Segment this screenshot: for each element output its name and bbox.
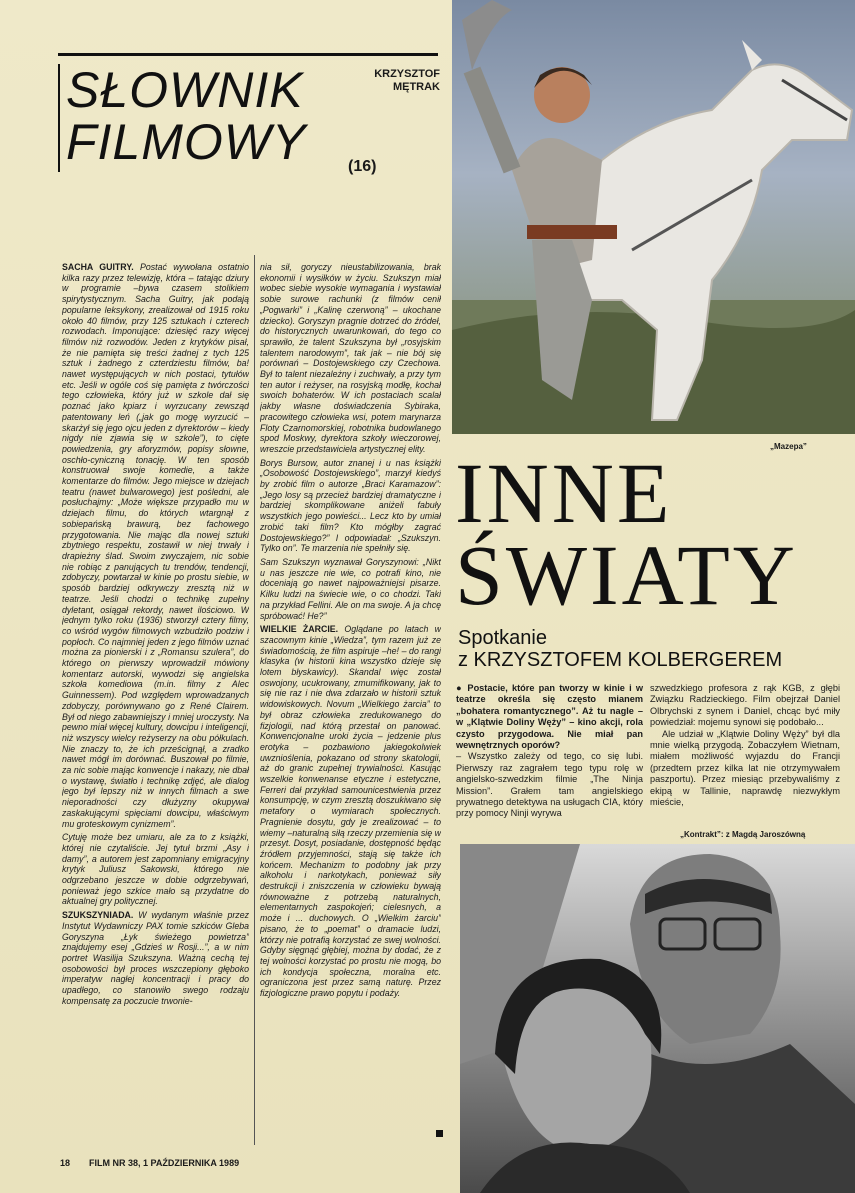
column-title bbox=[58, 64, 360, 172]
photo-caption: „Mazepa” bbox=[770, 442, 807, 451]
entry-text: Oglądane po latach w szacownym kinie „Wiedza”, tym razem już ze świadomością, że film aspiruje –he! – do rangi klasyka (w historii kina wszystko dzieje się lotem błyskawicy). Skandal więc został oswojony, ucukrowany, zmumifikowany, jak to się nie raz i nie dwa zdarzało w historii sztuk widowiskowych. Novum „Wielkiego żarcia” to był obraz człowieka zredukowanego do fizjologii, nad którą przestał on panować. Konwencjonalne uroki życia – jedzenie plus erotyka – pozbawiono jakiegokolwiek uwznioślenia, pokazano od strony skatologii, aż do granic zupełnej trywialności. Kasując wszelkie konwenanse etyczne i estetyczne, Ferreri dał przykład samounicestwienia przez konsumpcję, w czym zresztą doszukiwano się metafory o wymiarach społecznych. Pragnienie dosytu, gdy je zrealizować – to wiemy –naturalną siłą rzeczy przemienia się w przesyt. Dosyt, posiadanie, dostępność będąc źródłem przyjemności, stają się także ich końcem. Mechanizm to podobny jak przy alkoholu i narkotykach, ponieważ siły destrukcji i zniszczenia w człowieku bywają równoważne z potrzebą naturalnych, elementarnych zaspokojeń; cielesnych, a może i ... duchowych. O „Wielkim żarciu” pisano, że to „poemat” o dramacie ludzi, którzy nie potrafią korzystać ze swej wolności. Gdyby sięgnąć głębiej, można by dodać, że z tej wolności korzystać po prostu nie mogą, bo ich kondycja społeczna, moralna etc. ograniczona jest przez samą naturę. Przez fizjologiczne prawo popytu i podaży. bbox=[260, 624, 441, 999]
interview-answer-continued: szwedzkiego profesora z rąk KGB, z głębi Związku Radzieckiego. Film obejrzał Daniel Olbrychski z synem i Daniel, chcąc być miły powiedział: mojemu synowi się podobało... bbox=[650, 683, 840, 728]
interview-column-1 bbox=[456, 683, 643, 818]
entry-text: Postać wywołana ostatnio kilka razy przez telewizję, która – tatając dziury w programie –bywa czasem stolikiem spirytystycznym. Sacha Guitry, jak podają popularne leksykony, zrealizował od 1915 roku około 40 filmów, przy 125 sztukach i czterech rozwodach. Imponujące: dziesięć razy więcej filmów niż rozwodów. Jeden z krytyków pisał, że nie pamięta się treści żadnej z tych 125 sztuk i żadnego z czterdziestu filmów, ba! nawet występujących w nich postaci, tytułów etc. Jeśli w ogóle coś się pamięta z twórczości tego człowieka, który już w szkole dał się poznać jako kpiarz i wyrzucany zewsząd patentowany leń („jak go mogę wyrzucić – skarżył się jego ojcu jeden z dyrektorów – kiedy nigdy nie zjawia się w szkole”), to cięte powiedzenia, gry aforyzmów, popisy słowne, oschło-cyniczną tonację. W ten sposób konstruował swoje komedie, a także komentarze do filmów. Jego miejsce w dziejach teatru (nawet bulwarowego) jest pośledni, ale posłuchajmy: „Może większe przypadło mu w dziejach filmu, do których wtargnął z sobiepańską brawurą, bez fachowego przygotowania. Nie mając dla nowej sztuki zbytniego respektu, zostawił w niej trwały i drapieżny ślad. Swoim zwyczajem, nic sobie nie robiąc z panujących tu trendów, tendencji, zdobyczy, powtarzał w kinie po prostu siebie, w sposób bardziej odkrywczy zresztą niż w teatrze. Jeśli chodzi o technikę zupełny dyletant, osiągał rekordy, nawet ilościowo. W jednym tylko roku (1936) stworzył cztery filmy, co wśród wygów filmowych wzbudziło podziw i popłoch. Co najmniej jeden z jego filmów uznać można za pionierski i z „Romansu szulera”, do którego on pierwszy wprowadził mówiony komentarz autorski, wywodzi się angielska szkoła komediowa (m.in. filmy z Alec Guinnessem). Pod względem wprowadzanych zdobyczy, porównywano go z René Clairem. Był od niego zabawniejszy i mniej uroczysty. Na pewno miał więcej kultury, dowcipu i inteligencji, niż wszyscy wielcy reżyserzy na obu półkulach. Nie znaczy to, że ich prześcignął, a zradko nawet mógł im dorównać. Buszował po filmie, za nic sobie mając konwencje i nakazy, nie dbał o wystawę, światło i technikę zdjęć, ale dialog jego był lepszy niż w innych filmach a swe nieporadności czy dłużyzny okupywał zaskakującymi spięciami dowcipu, właściwym mu groteskowym cynizmem”. bbox=[62, 262, 249, 829]
mazepa-photo bbox=[452, 0, 855, 434]
issue-info: FILM NR 38, 1 PAŹDZIERNIKA 1989 bbox=[89, 1158, 240, 1168]
entry-wielkie-zarcie bbox=[260, 624, 441, 999]
article-column-2 bbox=[260, 262, 441, 1128]
photo-caption: „Kontrakt”: z Magdą Jaroszówną bbox=[680, 830, 806, 839]
interview-question: ● Postacie, które pan tworzy w kinie i w teatrze określa się często mianem „bohatera romantycznego”. Aż tu nagle – w „Klątwie Doliny Węży” – kino akcji, rola czysto przygodowa. Nie miał pan wewnętrznych oporów? bbox=[456, 683, 643, 751]
paragraph: nia sił, goryczy nieustabilizowania, brak ekonomii i wysiłków w życiu. Szukszyn miał wobec siebie wysokie wymagania i wystawiał sobie surowe rachunki (z filmów cenił „Pogwarki” i „Kalinę czerwoną” – ukochane dziecko). Goryszyn pragnie dotrzeć do źródeł, do historycznych uwarunkowań, do tego co sprawiło, że talent Szukszyna był „rosyjskim talentem narodowym”, tak jak – nie bój się porównań – Dostojewskiego czy Czechowa. Był to talent niezależny i zuchwały, a przy tym ten autor i reżyser, na rosyjską modłę, kochał swoich bohaterów. W ich postaciach scalał jakby własne doświadczenia Sybiraka, pracowitego człowieka wsi, potem marynarza Floty Czarnomorskiej, robotnika budowlanego spod Moskwy, dyrektora szkoły wieczorowej, wreszcie przedstawiciela artystycznej elity. bbox=[260, 262, 441, 454]
entry-sacha-guitry bbox=[62, 262, 249, 829]
page-number: 18 bbox=[60, 1158, 71, 1168]
kontrakt-photo bbox=[460, 844, 855, 1193]
subtitle-line-2: z KRZYSZTOFEM KOLBERGEREM bbox=[458, 649, 783, 671]
entry-heading: SACHA GUITRY. bbox=[62, 262, 134, 272]
title-line-1: INNE bbox=[455, 445, 673, 541]
subtitle-line-1: Spotkanie bbox=[458, 627, 547, 649]
interview-column-2 bbox=[650, 683, 840, 823]
author-name bbox=[364, 68, 440, 94]
column-divider bbox=[254, 255, 255, 1145]
paragraph: Sam Szukszyn wyznawał Goryszynowi: „Nikt u nas jeszcze nie wie, co potrafi kino, nie doceniają go nawet najpoważniejsi pisarze. Kilku ludzi na świecie wie, o co chodzi. Taki na przykład Fellini. Ale on ma swoje. A ja chcę spróbować! He?” bbox=[260, 556, 441, 621]
top-rule bbox=[58, 53, 438, 56]
paragraph: Borys Bursow, autor znanej i u nas książki „Osobowość Dostojewskiego”, marzył kiedyś by zrobić film o autorze „Braci Karamazow”: „Jego losy są przecież bardziej dramatyczne i bardziej skomplikowane aniżeli fabuły wszystkich jego powieści... Lecz kto by umiał zrobić taki film? Kto mógłby zagrać Dostojewskiego?” I odpowiadał: „Szukszyn. Tylko on”. Te marzenia nie spełniły się. bbox=[260, 457, 441, 554]
entry-szukszyniada bbox=[62, 910, 249, 1006]
entry-heading: SZUKSZYNIADA. bbox=[62, 910, 134, 921]
couple-illustration bbox=[460, 844, 855, 1193]
title-line-2: ŚWIATY bbox=[455, 527, 798, 623]
end-mark bbox=[436, 1130, 443, 1137]
interview-answer: Ale udział w „Klątwie Doliny Węży” był dla mnie wielką przygodą. Zobaczyłem Wietnam, miałem możliwość wyjazdu do Francji (przedtem przez kilka lat nie otrzymywałem paszportu). Przez miesiąc przebywaliśmy z ekipą w Tallinie, naprawdę niezwykłym mieście, bbox=[650, 728, 840, 808]
interview-answer: – Wszystko zależy od tego, co się lubi. Pierwszy raz zagrałem tego typu rolę w angielsko-szwedzkim filmie „The Ninja Mission”. Grałem tam angielskiego prywatnego detektywa na usługach CIA, który przy pomocy Ninji wyrywa bbox=[456, 751, 643, 818]
interview-subtitle bbox=[458, 627, 782, 671]
paragraph: Cytuję może bez umiaru, ale za to z książki, której nie czytaliście. Jej tytuł brzmi „Asy i damy”, a autorem jest zapomniany emigracyjny krytyk Juliusz Sakowski, którego nie odgrzebano jeszcze w dobie odgrzebywań, ponieważ jego szkice mało są przydatne do aktualnej gry politycznej. bbox=[62, 832, 249, 907]
series-number: (16) bbox=[348, 158, 377, 175]
page-footer bbox=[60, 1158, 239, 1168]
entry-text: W wydanym właśnie przez Instytut Wydawniczy PAX tomie szkiców Gleba Goryszyna „Łyk świeżego powietrza” znajdujemy esej „Gdzieś w Rosji...”, a w nim portret Wasilija Szukszyna. Ważną cechą tej osobowości był proces wszczepiony głęboko imperatyw nagłej koncentracji i pracy do upadłego, co stanowiło swego rodzaju kompensatę za poczucie trwonie- bbox=[62, 910, 249, 1006]
horseman-illustration bbox=[452, 0, 855, 434]
author-last-name: MĘTRAK bbox=[392, 81, 440, 93]
author-first-name: KRZYSZTOF bbox=[374, 68, 440, 80]
entry-heading: WIELKIE ŻARCIE. bbox=[260, 624, 339, 635]
title-line-2: FILMOWY bbox=[66, 114, 307, 170]
title-line-1: SŁOWNIK bbox=[66, 62, 304, 118]
article-column-1 bbox=[62, 262, 249, 1152]
